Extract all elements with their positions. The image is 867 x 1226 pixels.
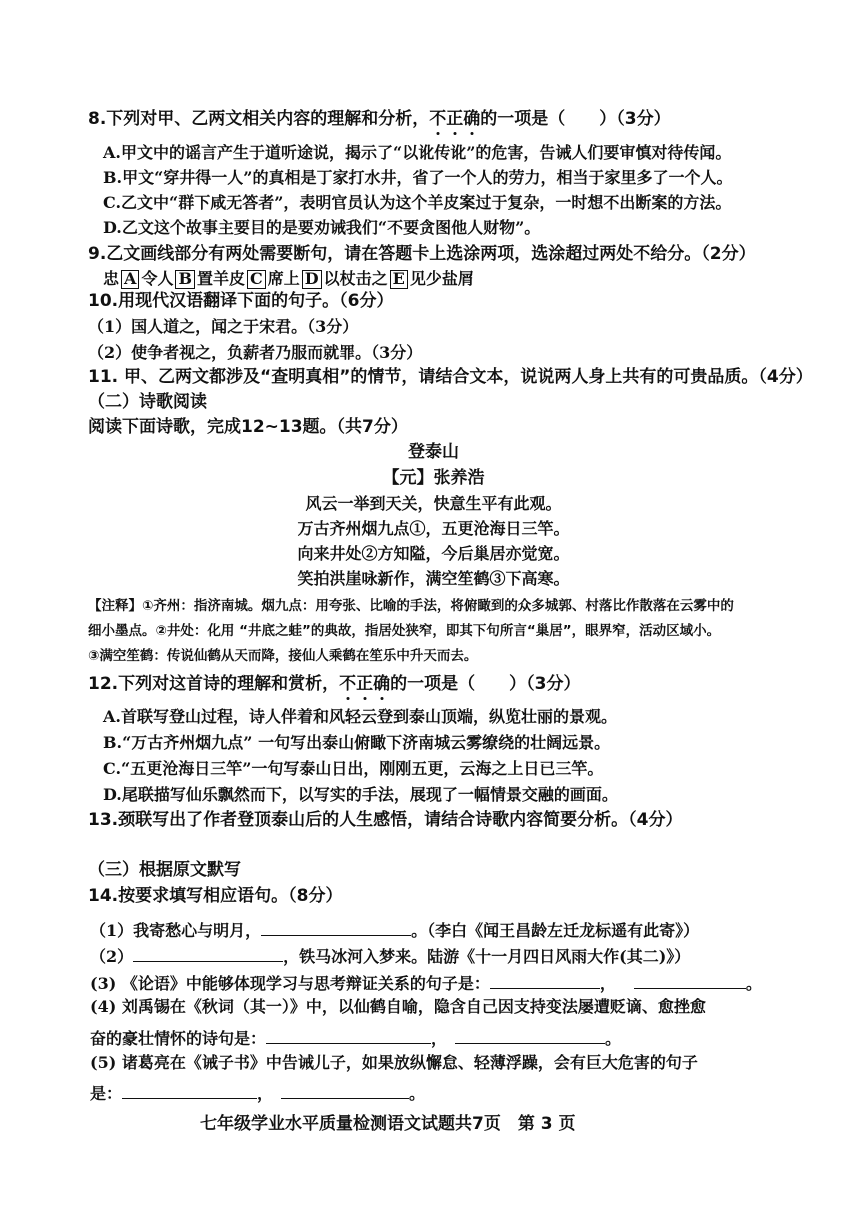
answer-blank-5b[interactable]: [281, 1082, 409, 1099]
q9-text-0: 忠: [103, 269, 120, 288]
q8-emph-zheng: 正: [446, 109, 464, 129]
q8-emph-bu: 不: [429, 109, 447, 129]
poem-line-2: 万古齐州烟九点①，五更沧海日三竿。: [297, 519, 570, 538]
q14-item-2-lead: （2）: [90, 947, 134, 966]
q14-item-3-comma: ，: [599, 974, 616, 993]
q14-item-2: [90, 945, 690, 965]
poem-note-1: 【注释】①齐州：指济南城。烟九点：用夸张、比喻的手法，将俯瞰到的众多城郭、村落比作散落在云雾中的: [88, 598, 734, 614]
q9-sentence: [103, 270, 474, 289]
poem-note-3: ③满空笙鹤：传说仙鹤从天而降，接仙人乘鹤在笙乐中升天而去。: [88, 648, 478, 664]
q12-option-c: C.“五更沧海日三竿”一句写泰山日出，刚刚五更，云海之上日已三竿。: [103, 759, 604, 778]
q9-text-4: 以杖击之: [323, 269, 388, 288]
q14-item-4-end: 。: [605, 1029, 622, 1048]
q12-emph-bu: 不: [339, 674, 357, 694]
q9-text-1: 令人: [141, 269, 174, 288]
q12-emph-zheng: 正: [356, 674, 374, 694]
answer-blank-1[interactable]: [261, 919, 411, 936]
q8-option-d: D.乙文这个故事主要目的是要劝诫我们“不要贪图他人财物”。: [103, 218, 541, 237]
q14-item-5-comma: ，: [257, 1084, 274, 1103]
q14-item-3: [90, 972, 762, 992]
section-2-intro: 阅读下面诗歌，完成12~13题。（共7分）: [88, 417, 408, 437]
q8-emph-que: 确: [463, 109, 481, 129]
answer-blank-4b[interactable]: [455, 1027, 605, 1044]
q14-item-5-line-1: (5) 诸葛亮在《诫子书》中告诫儿子，如果放纵懈怠、轻薄浮躁，会有巨大危害的句子: [90, 1053, 698, 1072]
q9-text-2: 置羊皮: [196, 269, 245, 288]
q8-stem-tail: 的一项是（ ）（3分）: [480, 109, 671, 129]
q10-stem: 10.用现代汉语翻译下面的句子。（6分）: [88, 291, 394, 311]
answer-blank-3b[interactable]: [634, 972, 746, 989]
q14-item-1-lead: （1）我寄愁心与明月，: [90, 921, 262, 940]
q9-choice-e[interactable]: E: [390, 270, 408, 289]
q14-item-3-end: 。: [745, 974, 762, 993]
page-footer: 七年级学业水平质量检测语文试题共7页 第 3 页: [200, 1114, 576, 1134]
q14-stem: 14.按要求填写相应语句。（8分）: [88, 886, 343, 906]
q12-option-b: B.“万古齐州烟九点” 一句写出泰山俯瞰下济南城云雾缭绕的壮阔远景。: [103, 733, 611, 752]
q9-choice-b[interactable]: B: [175, 270, 195, 289]
q8-option-c: C.乙文中“群下咸无答者”，表明官员认为这个羊皮案过于复杂，一时想不出断案的方法。: [103, 193, 732, 212]
q14-item-3-lead: (3) 《论语》中能够体现学习与思考辩证关系的句子是：: [90, 974, 490, 993]
q12-stem-tail: 的一项是（ ）（3分）: [390, 674, 581, 694]
q12-option-d: D.尾联描写仙乐飘然而下，以写实的手法，展现了一幅情景交融的画面。: [103, 785, 618, 804]
answer-blank-5a[interactable]: [122, 1082, 257, 1099]
q14-item-4-line-2: [90, 1027, 621, 1047]
q12-emph-que: 确: [373, 674, 391, 694]
q12-stem: [88, 676, 580, 693]
q8-option-b: B.甲文“穿井得一人”的真相是丁家打水井，省了一个人的劳力，相当于家里多了一个人。: [103, 168, 733, 187]
q14-item-5-line-2: [90, 1082, 425, 1102]
poem-line-3: 向来井处②方知隘，今后巢居亦觉宽。: [297, 544, 570, 563]
q12-stem-text: 12.下列对这首诗的理解和赏析，: [88, 674, 340, 694]
section-3-heading: （三）根据原文默写: [88, 860, 241, 880]
q9-choice-d[interactable]: D: [302, 270, 322, 289]
q14-item-2-tail: ，铁马冰河入梦来。陆游《十一月四日风雨大作(其二)》）: [283, 947, 691, 966]
answer-blank-3a[interactable]: [490, 972, 600, 989]
q14-item-1: [90, 919, 699, 939]
q14-item-4-line-1: (4) 刘禹锡在《秋词（其一）》中，以仙鹤自喻，隐含自己因支持变法屡遭贬谪、愈挫愈: [90, 997, 706, 1016]
answer-blank-4a[interactable]: [266, 1027, 431, 1044]
q9-text-3: 席上: [267, 269, 300, 288]
poem-note-2: 细小墨点。②井处：化用 “井底之蛙”的典故，指居处狭窄，即其下句所言“巢居”，眼界窄，活动区域小。: [88, 623, 721, 639]
q8-stem: [88, 111, 671, 128]
q10-sentence-2: （2）使争者视之，负薪者乃服而就罪。（3分）: [88, 343, 423, 362]
answer-blank-2[interactable]: [133, 945, 283, 962]
q14-item-1-tail: 。（李白《闻王昌龄左迁龙标遥有此寄》）: [411, 921, 700, 940]
q8-stem-text: 8.下列对甲、乙两文相关内容的理解和分析，: [88, 109, 430, 129]
poem-line-4: 笑拍洪崖咏新作，满空笙鹤③下高寒。: [297, 569, 570, 588]
q11-stem: 11. 甲、乙两文都涉及“查明真相”的情节，请结合文本，说说两人身上共有的可贵品质。（4分）: [88, 367, 813, 387]
poem-title: 登泰山: [408, 442, 459, 462]
q12-option-a: A.首联写登山过程，诗人伴着和风轻云登到泰山顶端，纵览壮丽的景观。: [103, 707, 617, 726]
q9-text-5: 见少盐屑: [409, 269, 474, 288]
q9-stem: 9.乙文画线部分有两处需要断句，请在答题卡上选涂两项，选涂超过两处不给分。（2分）: [88, 244, 756, 264]
q9-choice-c[interactable]: C: [247, 270, 266, 289]
q14-item-4-lead: 奋的豪壮情怀的诗句是：: [90, 1029, 267, 1048]
poem-line-1: 风云一举到天关，快意生平有此观。: [305, 494, 562, 513]
section-2-heading: （二）诗歌阅读: [88, 392, 207, 412]
q10-sentence-1: （1）国人道之，闻之于宋君。（3分）: [88, 317, 359, 336]
q8-option-a: A.甲文中的谣言产生于道听途说，揭示了“以讹传讹”的危害，告诫人们要审慎对待传闻。: [103, 143, 732, 162]
q13-stem: 13.颈联写出了作者登顶泰山后的人生感悟，请结合诗歌内容简要分析。（4分）: [88, 810, 683, 830]
q9-choice-a[interactable]: A: [121, 270, 139, 289]
q14-item-4-comma: ，: [431, 1029, 448, 1048]
poem-author: 【元】张养浩: [382, 468, 485, 488]
q14-item-5-lead: 是：: [90, 1084, 123, 1103]
q14-item-5-end: 。: [409, 1084, 426, 1103]
